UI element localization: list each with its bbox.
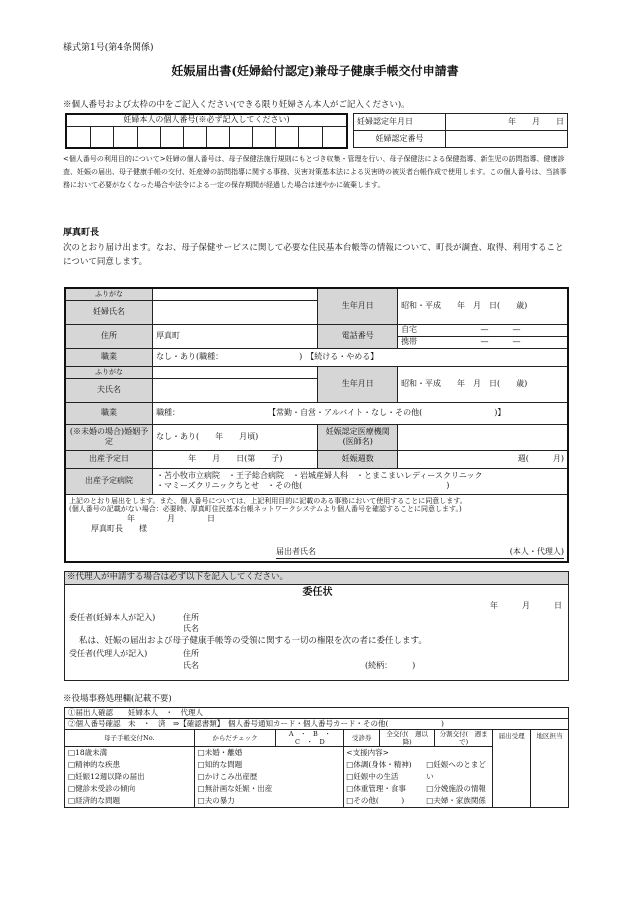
check-item[interactable]: □無計画な妊娠・出産: [197, 784, 273, 794]
col-exam-ticket: 受診券: [344, 730, 380, 747]
delegate-label: 受任者(代理人が記入): [69, 649, 148, 658]
occupation-field[interactable]: なし・あり(職種： ) 【続ける・やめる】: [153, 348, 568, 366]
pregnant-name-label: 妊婦氏名: [65, 300, 153, 324]
furigana-field[interactable]: [153, 288, 318, 300]
col-body-check: からだチェック: [194, 730, 276, 747]
mynumber-digit-box[interactable]: [114, 126, 137, 148]
addressee: 厚真町長: [63, 228, 100, 238]
pregnant-name-field[interactable]: [153, 300, 318, 324]
check-item[interactable]: □精神的な疾患: [68, 760, 121, 770]
support-checklist: [344, 747, 493, 808]
check-item[interactable]: □かけこみ出産歴: [197, 772, 258, 782]
cert-number-label: 妊婦認定番号: [354, 131, 446, 148]
check-item[interactable]: □健診未受診の傾向: [68, 784, 136, 794]
cert-number-field[interactable]: [446, 131, 568, 148]
check-item[interactable]: □体調(身体・精神): [346, 760, 412, 770]
declaration-line2: (個人番号の記載がない場合：必要時、厚真町住民基本台帳ネットワークシステムより個人番号を確認することに同意します。): [69, 505, 462, 514]
birthdate-label: 生年月日: [318, 288, 398, 324]
proxy-box: [64, 585, 569, 681]
hospital-label: 出産予定病院: [65, 468, 153, 494]
mobile-phone-label: 携帯: [401, 336, 418, 346]
office-table: [64, 707, 569, 808]
check-item[interactable]: □妊娠中の生活: [346, 772, 399, 782]
office-row-identity: ①届出人確認 妊婦本人 ・ 代理人: [65, 708, 569, 719]
delegator-label: 委任者(妊婦本人が記入): [69, 613, 156, 622]
mobile-phone-field[interactable]: — —: [480, 336, 521, 346]
mynumber-digit-box[interactable]: [66, 126, 91, 148]
delegator-name-label: 氏名: [183, 624, 199, 633]
delegate-relation[interactable]: (続柄： ): [365, 661, 416, 670]
check-item[interactable]: □分娩施設の情報: [426, 784, 486, 794]
col-abcd: A ・ B ・ C ・ D: [276, 730, 344, 747]
mynumber-digit-box[interactable]: [137, 126, 160, 148]
weeks-label: 妊娠週数: [318, 450, 398, 468]
declaration-addressee: 厚真町長 様: [91, 524, 147, 533]
office-row-mynumber: ②個人番号確認 未 ・ 済 ⇒【確認書類】 個人番号通知カード・個人番号カード・その他( ): [65, 719, 569, 730]
instruction-text: ※個人番号および太枠の中をご記入ください(できる限り妊婦さん本人がご記入ください)。: [63, 100, 410, 110]
declaration-date[interactable]: 年 月 日: [127, 514, 215, 523]
filer-role[interactable]: (本人・代理人): [509, 546, 564, 556]
risk-checklist-2: [194, 747, 344, 808]
declaration-cell: [65, 494, 568, 562]
home-phone-label: 自宅: [398, 325, 434, 336]
cert-date-label: 妊婦認定年月日: [354, 114, 446, 131]
check-item[interactable]: □経済的な問題: [68, 796, 121, 806]
husband-furigana-label: ふりがな: [65, 366, 153, 378]
unmarried-label: (※未婚の場合)婚姻予定: [65, 424, 153, 450]
check-item[interactable]: □夫の暴力: [197, 796, 235, 806]
page-title: 妊娠届出書(妊婦給付認定)兼母子健康手帳交付申請書: [171, 64, 459, 78]
proxy-statement: 私は、妊娠の届出および母子健康手帳等の受領に関する一切の権限を次の者に委任します。: [79, 636, 427, 646]
col-notebook-number: 母子手帳交付No.: [65, 730, 195, 747]
mynumber-digit-box[interactable]: [160, 126, 183, 148]
mynumber-header: 妊婦本人の個人番号(※必ず記入してください): [66, 114, 347, 126]
husband-occupation-label: 職業: [65, 402, 153, 424]
risk-checklist-1: [65, 747, 195, 808]
due-date-label: 出産予定日: [65, 450, 153, 468]
declaration-line1: 上記のとおり届出をします。また、個人番号については、上記利用目的に記載のある事務において使用することに同意します。: [69, 496, 467, 505]
support-header: <支援内容>: [346, 748, 389, 758]
certification-table: [353, 113, 568, 148]
mynumber-digit-box[interactable]: [183, 126, 206, 148]
birthdate-field[interactable]: 昭和・平成 年 月 日( 歳): [398, 288, 568, 324]
hospital-options-line2[interactable]: ・マミーズクリニックちとせ ・その他( ): [156, 481, 450, 490]
mynumber-digit-box[interactable]: [230, 126, 253, 148]
office-header: ※役場事務処理欄(記載不要): [63, 694, 172, 704]
home-phone-field[interactable]: — —: [434, 325, 567, 336]
mynumber-digit-box[interactable]: [276, 126, 299, 148]
cert-institution-label: 妊娠認定医療機関(医師名): [318, 424, 398, 450]
unmarried-field[interactable]: なし・あり( 年 月頃): [153, 424, 318, 450]
check-item[interactable]: □夫婦・家族関係: [426, 796, 486, 806]
filer-name-label: 届出者氏名: [276, 546, 316, 556]
hospital-options-line1[interactable]: ・苫小牧市立病院 ・王子総合病院 ・岩城産婦人科 ・とまこまいレディースクリニック: [156, 471, 483, 480]
col-filing-accepted: 届出受理: [493, 730, 531, 808]
col-full-issue: 全交付( 週以降): [380, 730, 435, 747]
mynumber-digit-box[interactable]: [253, 126, 276, 148]
address-label: 住所: [65, 324, 153, 348]
occupation-label: 職業: [65, 348, 153, 366]
col-partial-issue: 分割交付( 週まで): [435, 730, 493, 747]
cert-institution-field[interactable]: [398, 424, 568, 450]
mynumber-digit-box[interactable]: [299, 126, 322, 148]
col-area-staff: 地区担当: [531, 730, 569, 808]
proxy-note: ※代理人が申請する場合は必ず以下を記入してください。: [64, 571, 569, 585]
due-date-field[interactable]: 年 月 日(第 子): [153, 450, 318, 468]
usage-note: <個人番号の利用目的について>妊婦の個人番号は、母子保健法施行規則にもとづき収集・管理を行い、母子保健法による保健指導、新生児の訪問指導、健康診査、妊娠の届出、母子健康手帳の交付、妊産婦の訪問指導に関する事務、災害対策基本法による災害時の被災者台帳作成で使用します。この個人番号は、当該事務において必要がなくなった場合や法令による一定の保存期間が経過した場合は速やかに破棄します。: [63, 155, 567, 189]
husband-name-label: 夫氏名: [65, 378, 153, 402]
cert-date-field[interactable]: 年 月 日: [446, 114, 568, 131]
husband-birthdate-label: 生年月日: [318, 366, 398, 402]
delegator-address-label: 住所: [183, 613, 199, 622]
form-number: 様式第1号(第4条関係): [63, 43, 154, 53]
mynumber-digit-box[interactable]: [91, 126, 114, 148]
check-item[interactable]: □知的な問題: [197, 760, 243, 770]
husband-birthdate-field[interactable]: 昭和・平成 年 月 日( 歳): [398, 366, 568, 402]
husband-name-field[interactable]: [153, 378, 318, 402]
check-item[interactable]: □未婚・離婚: [197, 748, 243, 758]
furigana-label: ふりがな: [65, 288, 153, 300]
weeks-field[interactable]: 週( 月): [398, 450, 568, 468]
delegate-address-label: 住所: [183, 649, 199, 658]
check-item[interactable]: □その他( ): [346, 796, 405, 806]
check-item[interactable]: □体重管理・食事: [346, 784, 406, 794]
mynumber-table: [65, 113, 348, 149]
husband-furigana-field[interactable]: [153, 366, 318, 378]
delegate-name-label: 氏名: [183, 661, 199, 670]
check-item[interactable]: □18歳未満: [68, 748, 108, 758]
check-item[interactable]: □妊娠へのとまどい: [426, 760, 486, 782]
mynumber-digit-box[interactable]: [206, 126, 229, 148]
check-item[interactable]: □妊娠12週以降の届出: [68, 772, 145, 782]
proxy-date[interactable]: 年 月 日: [490, 601, 562, 610]
proxy-title: 委任状: [302, 587, 333, 598]
phone-label: 電話番号: [318, 324, 398, 348]
address-field[interactable]: 厚真町: [153, 324, 318, 348]
husband-occupation-field[interactable]: 職種： 【常勤・自営・アルバイト・なし・その他( )】: [153, 402, 568, 424]
consent-text: 次のとおり届け出ます。なお、母子保健サービスに関して必要な住民基本台帳等の情報について、町長が調査、取得、利用することについて同意します。: [63, 243, 564, 267]
main-form-table: [64, 287, 569, 563]
mynumber-digit-box[interactable]: [322, 126, 347, 148]
